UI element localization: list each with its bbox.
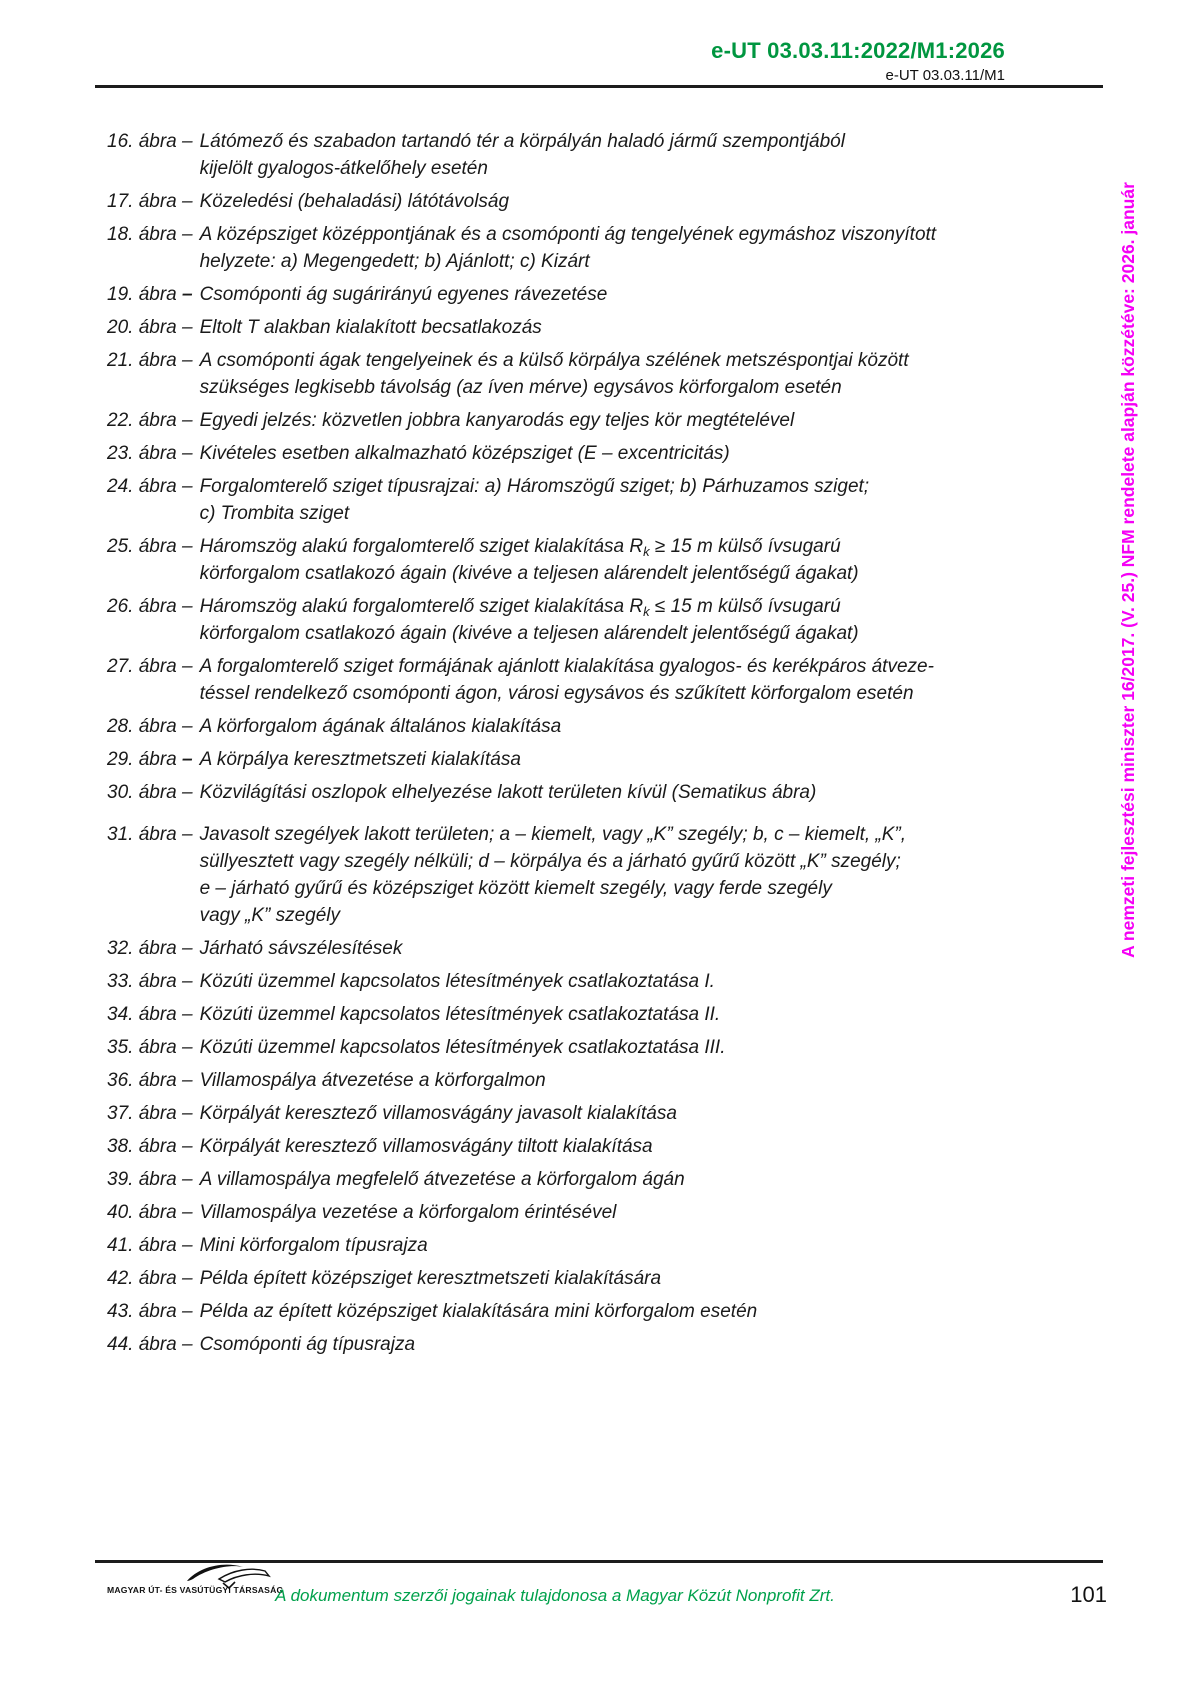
figure-entry <box>107 713 1047 740</box>
figure-entry-label: 31. ábra – <box>107 824 193 845</box>
figure-entry <box>107 1298 1047 1325</box>
figure-entry-text: A középsziget középpontjának és a csomóponti ág tengelyének egymáshoz viszonyított helyzete: a) Megengedett; b) Ajánlott; c) Kizárt <box>199 224 937 272</box>
figure-entry-dash: – <box>182 224 193 245</box>
figure-entry-dash: – <box>182 1136 193 1157</box>
figure-entry-text: Javasolt szegélyek lakott területen; a – kiemelt, vagy „K” szegély; b, c – kiemelt, „K”, süllyesztett vagy szegély nélküli; d – körpálya és a járható gyűrű között „K” szegély; e – járható gyűrű és középsziget között kiemelt szegély, vagy ferde szegély vagy „K” szegély <box>199 824 907 926</box>
figure-entry-text: Kivételes esetben alkalmazható középsziget (E – excentricitás) <box>199 443 730 464</box>
figure-entry-label: 42. ábra – <box>107 1268 193 1289</box>
figure-entry-text: Példa az épített középsziget kialakítására mini körforgalom esetén <box>199 1301 758 1322</box>
figure-entry-dash: – <box>182 1334 193 1355</box>
figure-entry <box>107 533 1047 587</box>
figure-entry <box>107 653 1047 707</box>
figure-entry <box>107 407 1047 434</box>
figure-entry <box>107 1265 1047 1292</box>
figure-entry-label: 33. ábra – <box>107 971 193 992</box>
figure-entry-label: 28. ábra – <box>107 716 193 737</box>
figure-entry-label: 19. ábra – <box>107 284 193 305</box>
figure-entry-text: Járható sávszélesítések <box>199 938 403 959</box>
figure-entry-text: Eltolt T alakban kialakított becsatlakozás <box>199 317 542 338</box>
figure-entry-text: Csomóponti ág típusrajza <box>199 1334 416 1355</box>
figure-entry-label: 17. ábra – <box>107 191 193 212</box>
figure-entry <box>107 1166 1047 1193</box>
figure-entry <box>107 1001 1047 1028</box>
figure-entry-text: A forgalomterelő sziget formájának ajánlott kialakítása gyalogos- és kerékpáros átveze- téssel rendelkező csomóponti ágon, városi egysávos és szűkített körforgalom esetén <box>199 656 934 704</box>
figure-entry-label: 44. ábra – <box>107 1334 193 1355</box>
figure-entry-dash: – <box>182 1268 193 1289</box>
figure-entry <box>107 281 1047 308</box>
figure-entry-label: 37. ábra – <box>107 1103 193 1124</box>
figure-entry-text: Közúti üzemmel kapcsolatos létesítmények csatlakoztatása I. <box>199 971 715 992</box>
figure-entry-label: 40. ábra – <box>107 1202 193 1223</box>
figure-entry-label: 27. ábra – <box>107 656 193 677</box>
figure-entry-label: 24. ábra – <box>107 476 193 497</box>
figure-entry-text: Közúti üzemmel kapcsolatos létesítmények csatlakoztatása II. <box>199 1004 721 1025</box>
header-rule <box>95 85 1103 88</box>
figure-entry <box>107 746 1047 773</box>
figure-entry <box>107 1034 1047 1061</box>
figure-entry-text: A körforgalom ágának általános kialakítása <box>199 716 562 737</box>
figure-entry <box>107 779 1047 806</box>
figure-entry <box>107 221 1047 275</box>
figure-entry-dash: – <box>182 1070 193 1091</box>
figure-entry-text: A villamospálya megfelelő átvezetése a körforgalom ágán <box>199 1169 685 1190</box>
figure-entry <box>107 188 1047 215</box>
document-code: e-UT 03.03.11:2022/M1:2026 <box>711 38 1005 63</box>
figure-entry-text: Háromszög alakú forgalomterelő sziget kialakítása $R_k \ge 15$ m külső ívsugarú körforgalom csatlakozó ágain (kivéve a teljesen alárendelt jelentőségű ágakat) <box>199 536 859 584</box>
figure-entry-text: Körpályát keresztező villamosvágány tiltott kialakítása <box>199 1136 653 1157</box>
figure-entry-text: Csomóponti ág sugárirányú egyenes rávezetése <box>199 284 608 305</box>
figure-entry-text: Villamospálya átvezetése a körforgalmon <box>199 1070 546 1091</box>
footer-copyright-text: A dokumentum szerzői jogainak tulajdonosa a Magyar Közút Nonprofit Zrt. <box>275 1586 835 1605</box>
figure-entry-dash: – <box>182 191 193 212</box>
figure-entry-text: Közeledési (behaladási) látótávolság <box>199 191 510 212</box>
figure-entry <box>107 968 1047 995</box>
figure-entry-dash: – <box>182 749 193 770</box>
figure-entry-label: 25. ábra – <box>107 536 193 557</box>
figure-entry-dash: – <box>182 410 193 431</box>
figure-entry <box>107 821 1047 929</box>
figure-entry-label: 20. ábra – <box>107 317 193 338</box>
figure-entry-text: Egyedi jelzés: közvetlen jobbra kanyarodás egy teljes kör megtételével <box>199 410 795 431</box>
figure-entry-text: Háromszög alakú forgalomterelő sziget kialakítása $R_k \le 15$ m külső ívsugarú körforgalom csatlakozó ágain (kivéve a teljesen alárendelt jelentőségű ágakat) <box>199 596 859 644</box>
figure-entry-dash: – <box>182 1103 193 1124</box>
figure-entry-dash: – <box>182 1235 193 1256</box>
figure-entry-dash: – <box>182 782 193 803</box>
figure-entry <box>107 1331 1047 1358</box>
figure-entry-dash: – <box>182 131 193 152</box>
footer-logo-text: MAGYAR ÚT- ÉS VASÚTÜGYI TÁRSASÁG <box>107 1585 284 1595</box>
figure-entry-label: 16. ábra – <box>107 131 193 152</box>
figure-entry-dash: – <box>182 443 193 464</box>
figure-entry <box>107 593 1047 647</box>
figure-entry-dash: – <box>182 1037 193 1058</box>
figure-entry-label: 38. ábra – <box>107 1136 193 1157</box>
figure-entry-dash: – <box>182 716 193 737</box>
figure-entry-dash: – <box>182 1169 193 1190</box>
figure-entry-label: 35. ábra – <box>107 1037 193 1058</box>
publication-note: A nemzeti fejlesztési miniszter 16/2017. (V. 25.) NFM rendelete alapján közzétéve: 2026. január <box>1118 182 1138 958</box>
figure-entry-dash: – <box>182 317 193 338</box>
figure-entry-text: Példa épített középsziget keresztmetszeti kialakítására <box>199 1268 662 1289</box>
figure-entry-text: A csomóponti ágak tengelyeinek és a külső körpálya szélének metszéspontjai között szükséges legkisebb távolság (az íven mérve) egysávos körforgalom esetén <box>199 350 909 398</box>
figure-entry <box>107 1232 1047 1259</box>
figure-entry-text: Közúti üzemmel kapcsolatos létesítmények csatlakoztatása III. <box>199 1037 726 1058</box>
figure-entry <box>107 1133 1047 1160</box>
figure-entry-label: 41. ábra – <box>107 1235 193 1256</box>
figure-entry-dash: – <box>182 284 193 305</box>
figure-entry-label: 30. ábra – <box>107 782 193 803</box>
figure-entry-label: 29. ábra – <box>107 749 193 770</box>
figure-entry-dash: – <box>182 476 193 497</box>
figure-entry-text: Forgalomterelő sziget típusrajzai: a) Háromszögű sziget; b) Párhuzamos sziget; c) Trombita sziget <box>199 476 870 524</box>
figure-entry-text: Mini körforgalom típusrajza <box>199 1235 428 1256</box>
figure-entry-text: A körpálya keresztmetszeti kialakítása <box>199 749 521 770</box>
figure-entry <box>107 935 1047 962</box>
figure-entry-dash: – <box>182 824 193 845</box>
figure-entry-dash: – <box>182 596 193 617</box>
figure-entry <box>107 1100 1047 1127</box>
figure-entry-dash: – <box>182 971 193 992</box>
figure-entry <box>107 347 1047 401</box>
figure-entry-label: 39. ábra – <box>107 1169 193 1190</box>
figure-entry-dash: – <box>182 1202 193 1223</box>
figure-entry-dash: – <box>182 1301 193 1322</box>
figure-entry-dash: – <box>182 656 193 677</box>
figure-entry-text: Látómező és szabadon tartandó tér a körpályán haladó jármű szempontjából kijelölt gyalogos-átkelőhely esetén <box>199 131 845 179</box>
figure-entry-label: 21. ábra – <box>107 350 193 371</box>
figure-entry-text: Körpályát keresztező villamosvágány javasolt kialakítása <box>199 1103 677 1124</box>
figure-entry-text: Közvilágítási oszlopok elhelyezése lakott területen kívül (Sematikus ábra) <box>199 782 817 803</box>
document-code-short: e-UT 03.03.11/M1 <box>885 67 1005 84</box>
figure-list <box>107 128 1047 1364</box>
page-header <box>711 38 1005 85</box>
figure-entry-dash: – <box>182 1004 193 1025</box>
figure-entry-label: 32. ábra – <box>107 938 193 959</box>
figure-entry <box>107 1067 1047 1094</box>
page-number: 101 <box>1070 1582 1107 1607</box>
figure-entry-dash: – <box>182 938 193 959</box>
figure-entry-label: 23. ábra – <box>107 443 193 464</box>
figure-entry <box>107 473 1047 527</box>
figure-entry-text: Villamospálya vezetése a körforgalom érintésével <box>199 1202 617 1223</box>
figure-entry <box>107 128 1047 182</box>
figure-entry-dash: – <box>182 536 193 557</box>
figure-entry-dash: – <box>182 350 193 371</box>
figure-entry <box>107 440 1047 467</box>
figure-entry <box>107 314 1047 341</box>
figure-entry-label: 26. ábra – <box>107 596 193 617</box>
figure-entry-label: 36. ábra – <box>107 1070 193 1091</box>
figure-entry-label: 43. ábra – <box>107 1301 193 1322</box>
figure-entry-label: 34. ábra – <box>107 1004 193 1025</box>
figure-entry-label: 22. ábra – <box>107 410 193 431</box>
figure-entry-label: 18. ábra – <box>107 224 193 245</box>
figure-entry <box>107 1199 1047 1226</box>
